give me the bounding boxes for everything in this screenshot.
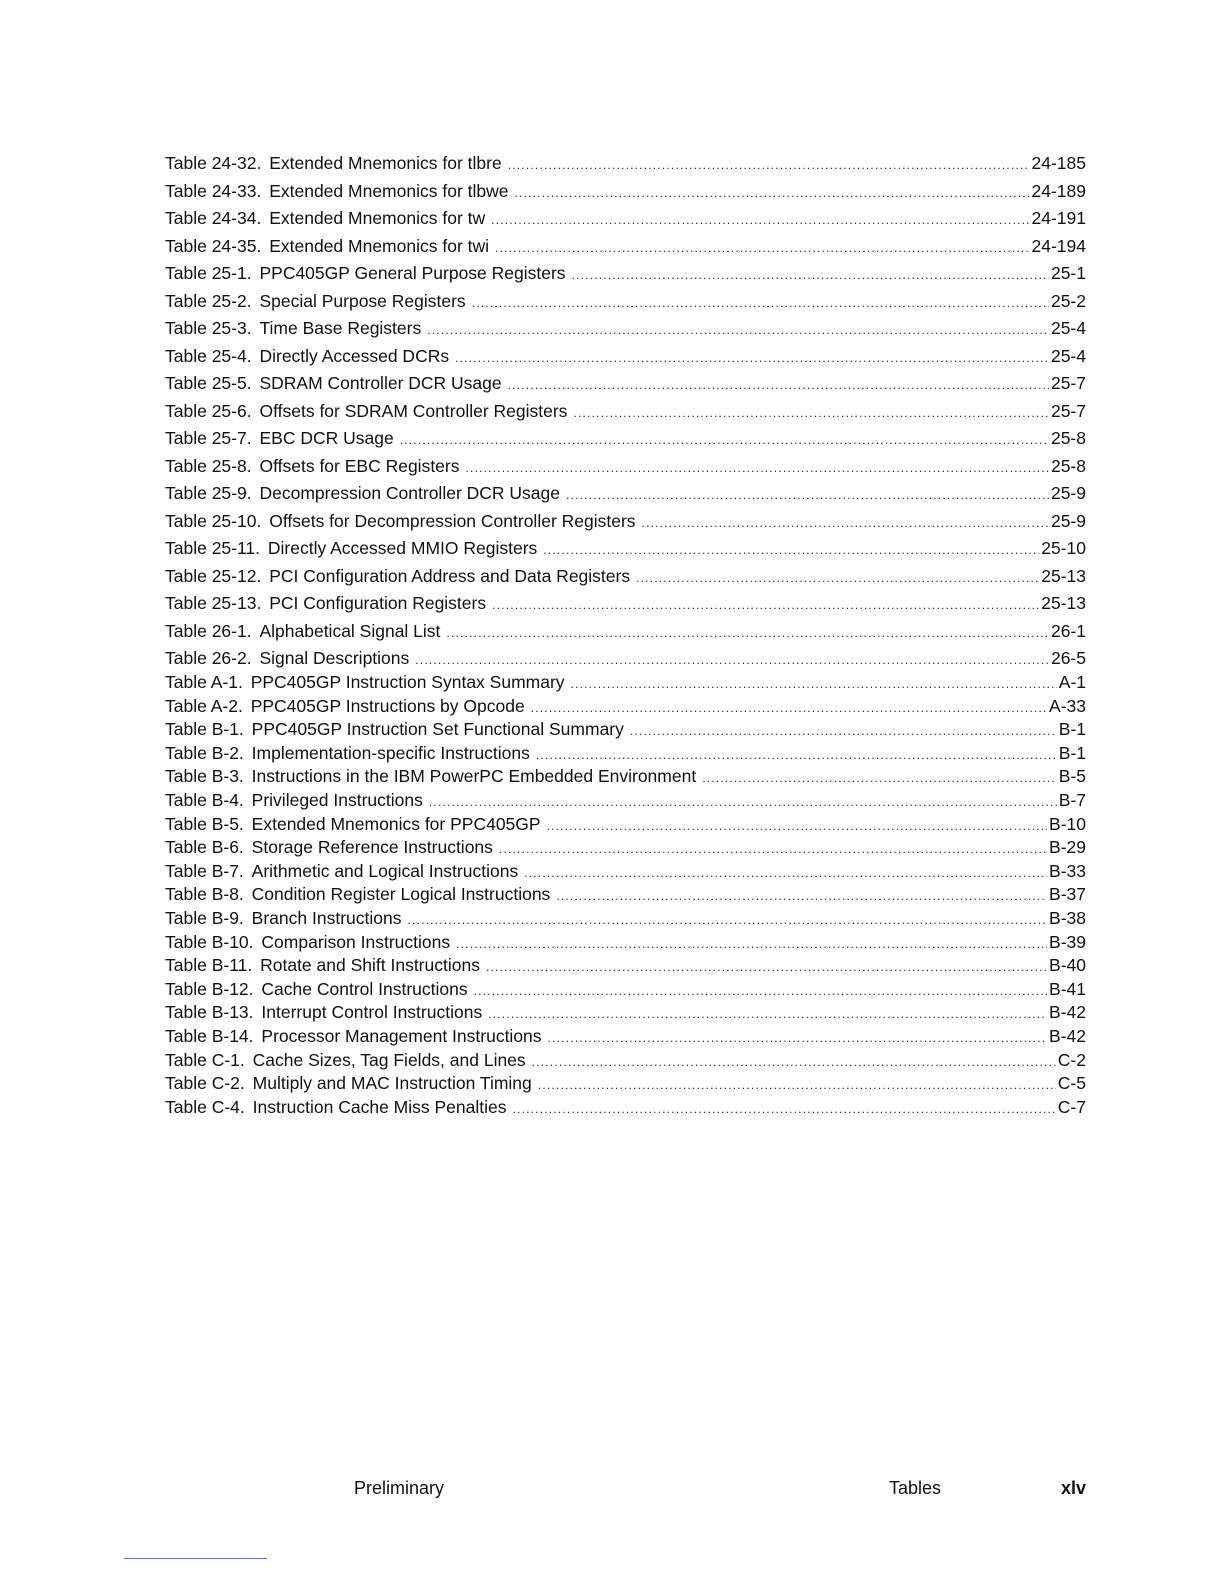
dot-leader xyxy=(524,862,1047,884)
toc-entry-number: Table 25-1. xyxy=(165,263,252,283)
dot-leader xyxy=(446,620,1049,646)
toc-entry-page: 25-7 xyxy=(1050,400,1086,421)
dot-leader xyxy=(466,455,1049,481)
toc-entry-title: Privileged Instructions xyxy=(251,789,423,810)
footer-status-label: Preliminary xyxy=(354,1478,445,1498)
toc-entry-title: PPC405GP General Purpose Registers xyxy=(259,263,566,283)
dot-leader xyxy=(532,1051,1056,1073)
toc-entry-page: 25-4 xyxy=(1050,345,1086,366)
dot-leader xyxy=(636,565,1039,591)
toc-entry-page: A-1 xyxy=(1058,672,1086,692)
toc-entry-page: 25-8 xyxy=(1050,455,1086,476)
toc-entry-title: PPC405GP Instruction Syntax Summary xyxy=(250,672,565,692)
toc-entry[interactable] xyxy=(165,1096,1086,1120)
toc-entry-page: B-38 xyxy=(1049,907,1086,928)
toc-entry[interactable] xyxy=(165,233,1086,261)
toc-entry-title: EBC DCR Usage xyxy=(259,428,394,448)
toc-entry-title: Extended Mnemonics for tlbwe xyxy=(269,180,509,201)
toc-entry-title: Offsets for EBC Registers xyxy=(259,455,460,476)
dot-leader xyxy=(572,262,1049,288)
toc-entry[interactable] xyxy=(165,1025,1086,1049)
toc-entry-page: 25-9 xyxy=(1050,510,1086,531)
dot-leader xyxy=(630,720,1057,742)
dot-leader xyxy=(531,697,1047,719)
toc-entry[interactable] xyxy=(165,618,1086,646)
dot-leader xyxy=(456,933,1047,955)
toc-entry-title: Rotate and Shift Instructions xyxy=(260,955,480,976)
toc-entry-number: Table 25-9. xyxy=(165,483,252,503)
toc-entry-page: 26-1 xyxy=(1050,620,1086,641)
dot-leader xyxy=(492,592,1039,618)
toc-entry[interactable] xyxy=(165,907,1086,931)
dot-leader xyxy=(702,767,1057,789)
toc-entry-title: Special Purpose Registers xyxy=(259,290,466,311)
toc-entry-page: C-5 xyxy=(1057,1073,1086,1094)
toc-entry-title: PPC405GP Instructions by Opcode xyxy=(250,695,525,716)
toc-entry[interactable] xyxy=(165,836,1086,860)
toc-entry-page: B-7 xyxy=(1058,789,1086,810)
toc-entry-page: C-7 xyxy=(1057,1096,1086,1117)
toc-entry-page: B-42 xyxy=(1049,1025,1086,1046)
toc-entry-page: B-33 xyxy=(1049,860,1086,881)
toc-entry-number: Table B-12. xyxy=(165,978,254,999)
toc-entry[interactable] xyxy=(165,813,1086,837)
toc-entry-number: Table B-13. xyxy=(165,1002,254,1023)
toc-entry[interactable] xyxy=(165,718,1086,742)
toc-entry[interactable] xyxy=(165,315,1086,343)
toc-entry-number: Table B-10. xyxy=(165,931,254,952)
toc-entry-title: Interrupt Control Instructions xyxy=(261,1002,483,1023)
toc-entry-page: 25-7 xyxy=(1050,373,1086,393)
toc-entry-title: Offsets for SDRAM Controller Registers xyxy=(259,400,568,421)
toc-entry-page: B-1 xyxy=(1058,719,1086,740)
toc-entry[interactable] xyxy=(165,370,1086,398)
toc-entry-page: B-29 xyxy=(1049,837,1086,858)
dot-leader xyxy=(400,427,1049,453)
toc-entry-title: Cache Control Instructions xyxy=(261,978,468,999)
toc-entry-number: Table 25-3. xyxy=(165,318,252,338)
toc-entry[interactable] xyxy=(165,671,1086,695)
dot-leader xyxy=(407,909,1047,931)
toc-entry-number: Table 25-6. xyxy=(165,400,252,421)
toc-entry[interactable] xyxy=(165,480,1086,508)
toc-entry-page: 25-1 xyxy=(1050,263,1086,283)
toc-entry-title: Offsets for Decompression Controller Registers xyxy=(269,510,636,531)
toc-entry-number: Table 24-32. xyxy=(165,153,262,173)
toc-entry[interactable] xyxy=(165,742,1086,766)
toc-entry-number: Table 25-7. xyxy=(165,428,252,448)
toc-entry-page: 25-9 xyxy=(1050,483,1086,503)
toc-entry-page: 24-185 xyxy=(1031,153,1086,173)
toc-entry-page: A-33 xyxy=(1049,695,1086,716)
toc-entry-title: Alphabetical Signal List xyxy=(259,620,441,641)
toc-entry-page: B-42 xyxy=(1049,1002,1086,1023)
dot-leader xyxy=(566,482,1049,508)
dot-leader xyxy=(488,1003,1047,1025)
toc-entry-title: Multiply and MAC Instruction Timing xyxy=(252,1073,532,1094)
toc-entry-number: Table 25-5. xyxy=(165,373,252,393)
table-of-tables-section-1 xyxy=(165,150,1086,673)
toc-entry-number: Table B-11. xyxy=(165,955,253,976)
toc-entry-page: 24-194 xyxy=(1031,235,1086,256)
toc-entry-number: Table B-1. xyxy=(165,719,244,740)
dot-leader xyxy=(547,815,1047,837)
toc-entry-number: Table 25-2. xyxy=(165,290,252,311)
dot-leader xyxy=(508,152,1030,178)
dot-leader xyxy=(515,180,1030,206)
toc-entry-title: Condition Register Logical Instructions xyxy=(251,884,551,905)
toc-entry-title: Extended Mnemonics for tw xyxy=(269,208,486,228)
toc-entry[interactable] xyxy=(165,883,1086,907)
toc-entry-title: Implementation-specific Instructions xyxy=(251,742,530,763)
toc-entry-number: Table 25-10. xyxy=(165,510,262,531)
dot-leader xyxy=(556,885,1047,907)
dot-leader xyxy=(571,673,1057,695)
dot-leader xyxy=(427,317,1049,343)
dot-leader xyxy=(495,235,1029,261)
toc-entry[interactable] xyxy=(165,205,1086,233)
toc-entry[interactable] xyxy=(165,398,1086,426)
dot-leader xyxy=(508,372,1049,398)
dot-leader xyxy=(536,744,1057,766)
toc-entry-page: 25-4 xyxy=(1050,318,1086,338)
toc-entry-number: Table B-5. xyxy=(165,813,244,834)
toc-entry-page: B-39 xyxy=(1049,931,1086,952)
toc-entry-page: B-1 xyxy=(1058,742,1086,763)
toc-entry-number: Table 24-35. xyxy=(165,235,262,256)
toc-entry-title: PCI Configuration Registers xyxy=(269,593,487,613)
toc-entry-number: Table 26-1. xyxy=(165,620,252,641)
toc-entry-number: Table 25-12. xyxy=(165,565,262,586)
toc-entry-number: Table B-3. xyxy=(165,766,244,787)
dot-leader xyxy=(499,838,1047,860)
toc-entry-title: Storage Reference Instructions xyxy=(251,837,493,858)
toc-entry[interactable] xyxy=(165,178,1086,206)
toc-entry[interactable] xyxy=(165,563,1086,591)
dot-leader xyxy=(455,345,1049,371)
toc-entry-page: 24-191 xyxy=(1031,208,1086,228)
toc-entry-title: Branch Instructions xyxy=(251,907,402,928)
toc-entry-page: 26-5 xyxy=(1050,648,1086,668)
toc-entry-title: Instructions in the IBM PowerPC Embedded Environment xyxy=(251,766,697,787)
toc-entry[interactable] xyxy=(165,860,1086,884)
dot-leader xyxy=(415,647,1049,673)
dot-leader xyxy=(543,537,1039,563)
toc-entry-page: B-5 xyxy=(1058,766,1086,787)
toc-entry-number: Table B-9. xyxy=(165,907,244,928)
dot-leader xyxy=(573,400,1049,426)
dot-leader xyxy=(486,956,1047,978)
toc-entry-number: Table 25-4. xyxy=(165,345,252,366)
toc-entry-title: Extended Mnemonics for PPC405GP xyxy=(251,813,541,834)
toc-entry-page: 25-10 xyxy=(1041,538,1086,558)
dot-leader xyxy=(472,290,1049,316)
toc-entry[interactable] xyxy=(165,425,1086,453)
toc-entry-page: C-2 xyxy=(1057,1049,1086,1070)
dot-leader xyxy=(429,791,1057,813)
toc-entry[interactable] xyxy=(165,260,1086,288)
toc-entry-title: Arithmetic and Logical Instructions xyxy=(251,860,519,881)
toc-entry-number: Table 25-13. xyxy=(165,593,262,613)
dot-leader xyxy=(513,1098,1056,1120)
toc-entry[interactable] xyxy=(165,288,1086,316)
dot-leader xyxy=(642,510,1049,536)
toc-entry[interactable] xyxy=(165,1049,1086,1073)
toc-entry-title: SDRAM Controller DCR Usage xyxy=(259,373,502,393)
toc-entry-title: Time Base Registers xyxy=(259,318,422,338)
toc-entry-number: Table C-4. xyxy=(165,1096,245,1117)
toc-entry-title: Directly Accessed MMIO Registers xyxy=(267,538,538,558)
toc-entry-number: Table B-14. xyxy=(165,1025,254,1046)
toc-entry[interactable] xyxy=(165,695,1086,719)
toc-entry-page: B-10 xyxy=(1049,813,1086,834)
toc-entry-title: Directly Accessed DCRs xyxy=(259,345,450,366)
toc-entry-number: Table C-1. xyxy=(165,1049,245,1070)
toc-entry-title: Decompression Controller DCR Usage xyxy=(259,483,560,503)
footer-section-label: Tables xyxy=(889,1478,942,1498)
toc-entry[interactable] xyxy=(165,789,1086,813)
scan-edge-line xyxy=(124,1558,267,1559)
toc-entry[interactable] xyxy=(165,453,1086,481)
toc-entry-title: Cache Sizes, Tag Fields, and Lines xyxy=(252,1049,526,1070)
toc-entry-title: PCI Configuration Address and Data Registers xyxy=(269,565,631,586)
toc-entry[interactable] xyxy=(165,931,1086,955)
toc-entry[interactable] xyxy=(165,590,1086,618)
toc-entry-page: B-40 xyxy=(1049,955,1086,976)
table-of-tables-section-2 xyxy=(165,671,1086,1119)
toc-entry-title: Comparison Instructions xyxy=(261,931,451,952)
dot-leader xyxy=(491,207,1029,233)
toc-entry[interactable] xyxy=(165,150,1086,178)
toc-entry-number: Table A-1. xyxy=(165,672,243,692)
toc-entry-page: 25-13 xyxy=(1041,565,1086,586)
dot-leader xyxy=(538,1074,1056,1096)
toc-entry[interactable] xyxy=(165,978,1086,1002)
toc-entry-page: 25-2 xyxy=(1050,290,1086,311)
toc-entry[interactable] xyxy=(165,645,1086,673)
toc-entry[interactable] xyxy=(165,954,1086,978)
toc-entry[interactable] xyxy=(165,1001,1086,1025)
toc-entry-number: Table 24-33. xyxy=(165,180,262,201)
footer-page-number: xlv xyxy=(1061,1478,1087,1498)
toc-entry-title: Instruction Cache Miss Penalties xyxy=(252,1096,507,1117)
toc-entry-page: 24-189 xyxy=(1031,180,1086,201)
toc-entry-title: Signal Descriptions xyxy=(259,648,410,668)
toc-entry[interactable] xyxy=(165,508,1086,536)
toc-entry-number: Table A-2. xyxy=(165,695,243,716)
toc-entry[interactable] xyxy=(165,1072,1086,1096)
toc-entry-number: Table 26-2. xyxy=(165,648,252,668)
toc-entry-number: Table B-4. xyxy=(165,789,244,810)
toc-entry-number: Table B-6. xyxy=(165,837,244,858)
toc-entry-number: Table B-8. xyxy=(165,884,244,905)
dot-leader xyxy=(474,980,1047,1002)
dot-leader xyxy=(548,1027,1047,1049)
toc-entry-page: 25-8 xyxy=(1050,428,1086,448)
toc-entry-number: Table C-2. xyxy=(165,1073,245,1094)
toc-entry[interactable] xyxy=(165,343,1086,371)
toc-entry-page: B-41 xyxy=(1049,978,1086,999)
toc-entry-number: Table B-7. xyxy=(165,860,244,881)
toc-entry[interactable] xyxy=(165,765,1086,789)
toc-entry-number: Table B-2. xyxy=(165,742,244,763)
toc-entry-number: Table 25-11. xyxy=(165,538,261,558)
toc-entry-number: Table 25-8. xyxy=(165,455,252,476)
toc-entry-page: B-37 xyxy=(1049,884,1086,905)
toc-entry[interactable] xyxy=(165,535,1086,563)
toc-entry-title: PPC405GP Instruction Set Functional Summary xyxy=(251,719,624,740)
toc-entry-title: Extended Mnemonics for tlbre xyxy=(269,153,502,173)
toc-entry-page: 25-13 xyxy=(1041,593,1086,613)
toc-entry-title: Extended Mnemonics for twi xyxy=(269,235,490,256)
toc-entry-title: Processor Management Instructions xyxy=(261,1025,542,1046)
toc-entry-number: Table 24-34. xyxy=(165,208,262,228)
